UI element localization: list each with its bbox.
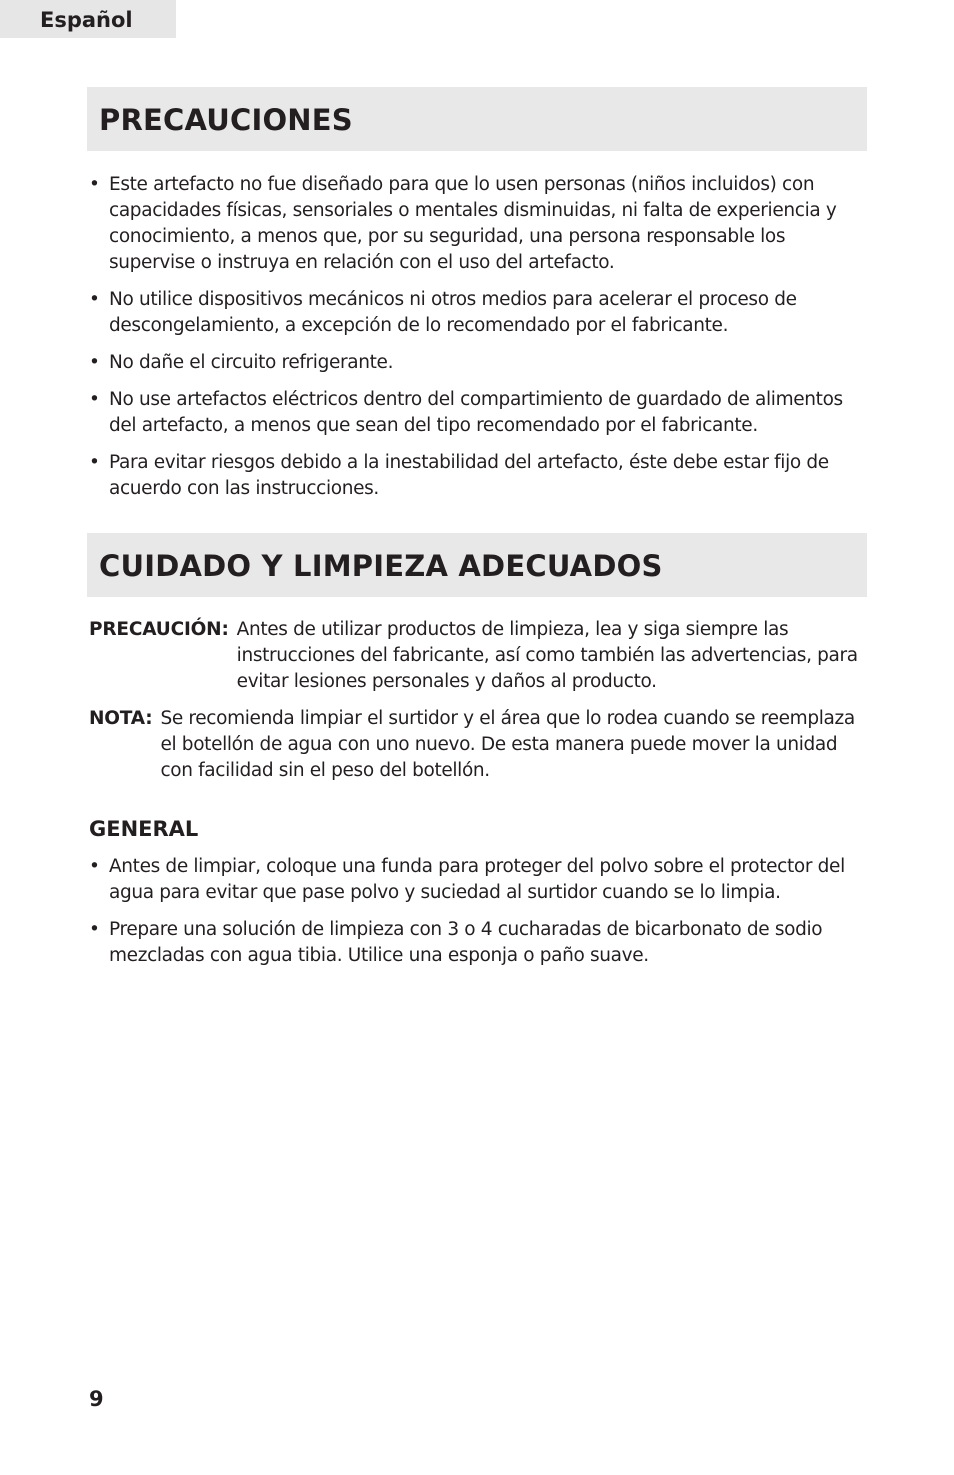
general-list [89, 854, 869, 980]
general-subheading: GENERAL [89, 817, 199, 841]
caution-note [89, 617, 871, 695]
list-item: • Para evitar riesgos debido a la inestabilidad del artefacto, éste debe estar fijo de acuerdo con las instrucciones. [89, 450, 869, 502]
list-item: • No use artefactos eléctricos dentro del compartimiento de guardado de alimentos del artefacto, a menos que sean del tipo recomendado por el fabricante. [89, 387, 869, 439]
list-item: • Este artefacto no fue diseñado para que lo usen personas (niños incluidos) con capacidades físicas, sensoriales o mentales disminuidas, ni falta de experiencia y conocimiento, a menos que, por su seguridad, una persona responsable los supervise o instruya en relación con el uso del artefacto. [89, 172, 869, 276]
list-item: • Prepare una solución de limpieza con 3 o 4 cucharadas de bicarbonato de sodio mezcladas con agua tibia. Utilice una esponja o paño suave. [89, 917, 869, 969]
language-tab: Español [0, 0, 176, 38]
nota-note [89, 706, 871, 784]
caution-label: PRECAUCIÓN: [89, 619, 229, 640]
list-item: • Antes de limpiar, coloque una funda para proteger del polvo sobre el protector del agua para evitar que pase polvo y suciedad al surtidor cuando se lo limpia. [89, 854, 869, 906]
precautions-list [89, 172, 869, 513]
page-number: 9 [89, 1387, 104, 1411]
nota-text: Se recomienda limpiar el surtidor y el área que lo rodea cuando se reemplaza el botellón de agua con uno nuevo. De esta manera puede mover la unidad con facilidad sin el peso del botellón. [160, 708, 855, 781]
list-item: • No dañe el circuito refrigerante. [89, 350, 869, 376]
caution-text: Antes de utilizar productos de limpieza, lea y siga siempre las instrucciones del fabricante, así como también las advertencias, para evitar lesiones personales y daños al producto. [236, 619, 858, 692]
section-header-cuidado-limpieza [87, 533, 867, 597]
section-title: PRECAUCIONES [99, 103, 353, 137]
section-header-precauciones [87, 87, 867, 151]
nota-label: NOTA: [89, 708, 153, 729]
list-item: • No utilice dispositivos mecánicos ni otros medios para acelerar el proceso de descongelamiento, a excepción de lo recomendado por el fabricante. [89, 287, 869, 339]
section-title: CUIDADO Y LIMPIEZA ADECUADOS [99, 549, 663, 583]
